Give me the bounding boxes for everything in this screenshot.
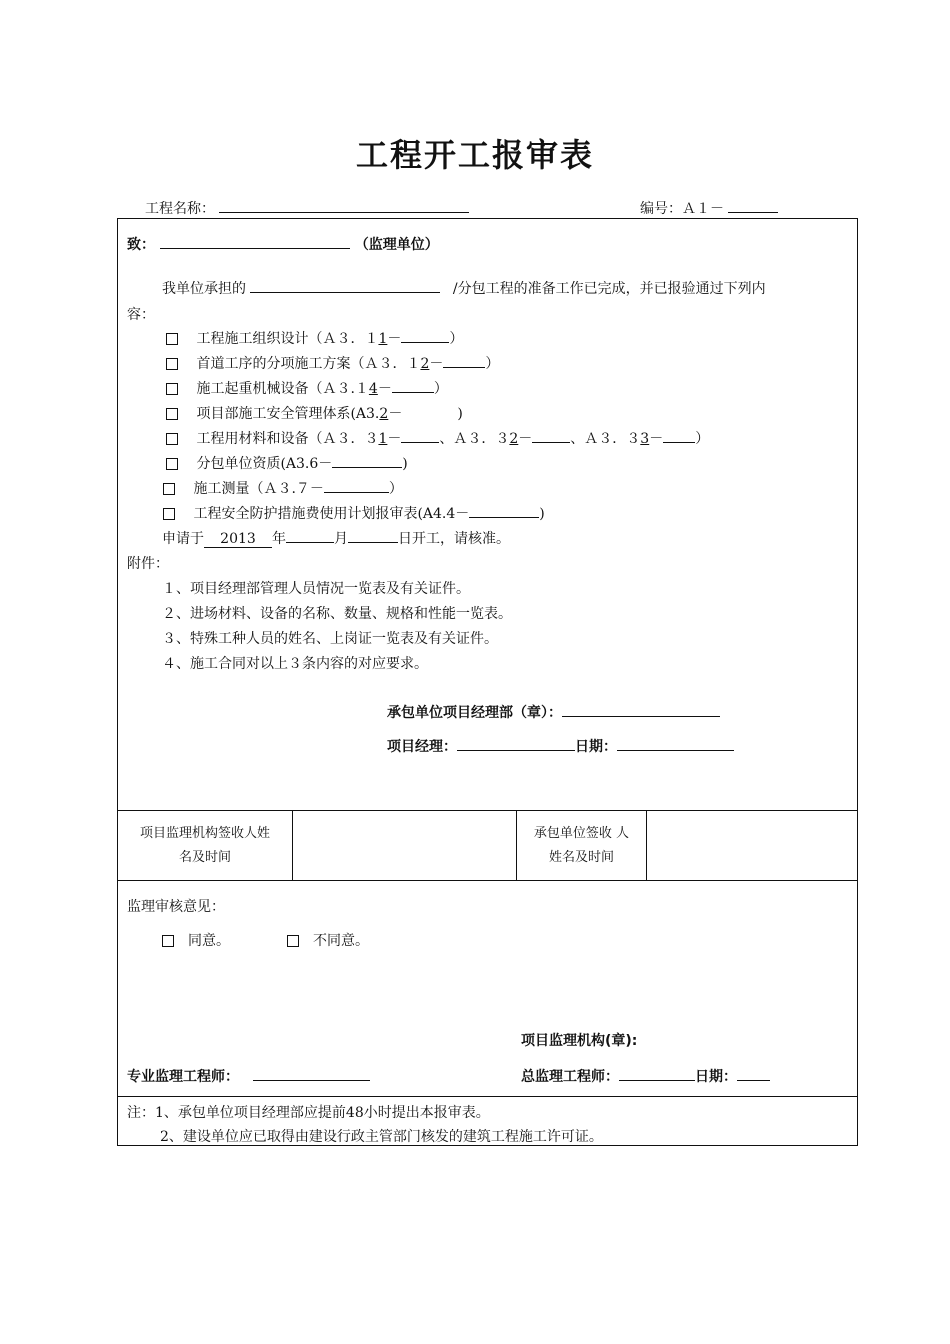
agree-option[interactable] xyxy=(162,930,230,950)
item-close: ） xyxy=(695,431,710,447)
checkbox[interactable] xyxy=(162,935,174,947)
review-date-label: 日期： xyxy=(695,1069,737,1085)
item-text: 、Ａ３．３ xyxy=(570,431,641,447)
number-field[interactable] xyxy=(728,198,778,213)
checkbox[interactable] xyxy=(166,383,178,395)
receipt-text: 名及时间 xyxy=(178,850,231,865)
item-dash: － xyxy=(429,356,444,372)
manager-field[interactable] xyxy=(457,736,575,751)
engineer-row xyxy=(127,1066,370,1086)
contractor-seal-field[interactable] xyxy=(562,702,720,717)
receipt-text: 姓名及时间 xyxy=(548,850,614,865)
intro-wrap: 容： xyxy=(127,307,155,323)
month-unit: 月 xyxy=(334,531,348,547)
item-text: 工程用材料和设备（Ａ３．３ xyxy=(196,431,379,447)
checklist-item xyxy=(166,453,408,473)
item-field[interactable] xyxy=(401,428,439,443)
attachment-item: ２、进场材料、设备的名称、数量、规格和性能一览表。 xyxy=(162,606,512,622)
engineer-label: 专业监理工程师： xyxy=(127,1069,239,1085)
item-text: 项目部施工安全管理体系(A3. xyxy=(196,406,380,422)
agree-label: 同意。 xyxy=(188,933,230,949)
checklist-item xyxy=(163,503,545,523)
checklist-item xyxy=(166,328,463,348)
chief-field[interactable] xyxy=(619,1066,695,1081)
review-label: 监理审核意见： xyxy=(127,899,225,915)
item-text: 首道工序的分项施工方案（Ａ３．１ xyxy=(196,356,421,372)
item-field[interactable] xyxy=(663,428,695,443)
page-title: 工程开工报审表 xyxy=(355,136,594,174)
note-line: 2、建设单位应已取得由建设行政主管部门核发的建筑工程施工许可证。 xyxy=(160,1129,603,1145)
item-field[interactable] xyxy=(401,328,449,343)
manager-label: 项目经理： xyxy=(387,739,457,755)
checklist-item xyxy=(166,403,463,423)
item-text: 分包单位资质(A3.6－ xyxy=(196,456,333,472)
checklist-item xyxy=(163,478,403,498)
supervisor-receipt-label xyxy=(118,822,292,870)
note-line: 注：1、承包单位项目经理部应提前48小时提出本报审表。 xyxy=(127,1105,490,1121)
checkbox[interactable] xyxy=(166,358,178,370)
attachment-item: ３、特殊工种人员的姓名、上岗证一览表及有关证件。 xyxy=(162,631,498,647)
contractor-receipt-field[interactable] xyxy=(647,811,857,880)
item-close: ） xyxy=(449,331,464,347)
checkbox[interactable] xyxy=(166,458,178,470)
checklist-item xyxy=(166,428,709,448)
engineer-field[interactable] xyxy=(253,1066,370,1081)
contract-project-field[interactable] xyxy=(250,278,440,293)
item-close: ） xyxy=(388,481,403,497)
chief-label: 总监理工程师： xyxy=(521,1069,619,1085)
to-suffix: （监理单位） xyxy=(354,237,439,253)
item-dash: － xyxy=(387,431,402,447)
checkbox[interactable] xyxy=(166,408,178,420)
item-field[interactable] xyxy=(469,503,539,518)
item-close: ） xyxy=(485,356,500,372)
year-field[interactable]: 2013 xyxy=(204,531,272,548)
checkbox[interactable] xyxy=(163,508,175,520)
intro-start: 我单位承担的 xyxy=(162,281,246,297)
item-text: 施工起重机械设备（Ａ３.１ xyxy=(196,381,369,397)
item-dash: － xyxy=(649,431,664,447)
checklist-item xyxy=(166,353,499,373)
intro-after: /分包工程的准备工作已完成，并已报验通过下列内 xyxy=(452,281,766,297)
item-number: 2 xyxy=(379,406,389,422)
supervisor-receipt-field[interactable] xyxy=(293,811,516,880)
manager-row xyxy=(387,736,734,756)
attachments-label: 附件： xyxy=(127,556,169,572)
year-unit: 年 xyxy=(272,531,286,547)
receipt-text: 项目监理机构签收人姓 xyxy=(139,826,270,841)
contractor-dept-row xyxy=(387,702,720,722)
attachment-item: １、项目经理部管理人员情况一览表及有关证件。 xyxy=(162,581,470,597)
item-number: 1 xyxy=(378,331,388,347)
divider xyxy=(117,880,858,881)
checkbox[interactable] xyxy=(163,483,175,495)
date-label: 日期： xyxy=(575,739,617,755)
checklist-item xyxy=(166,378,448,398)
item-number: 2 xyxy=(509,431,519,447)
project-name-row xyxy=(145,198,469,218)
day-field[interactable] xyxy=(348,528,398,543)
item-number: 4 xyxy=(368,381,378,397)
item-number: 2 xyxy=(420,356,430,372)
to-row xyxy=(127,234,439,254)
item-dash: － xyxy=(377,381,392,397)
review-date-field[interactable] xyxy=(737,1066,770,1081)
checkbox[interactable] xyxy=(166,433,178,445)
project-name-label: 工程名称： xyxy=(145,201,215,217)
item-dash: － xyxy=(518,431,533,447)
item-dash: － xyxy=(387,331,402,347)
item-field[interactable] xyxy=(532,428,570,443)
checkbox[interactable] xyxy=(287,935,299,947)
item-close: ） xyxy=(433,381,448,397)
month-field[interactable] xyxy=(286,528,334,543)
item-field[interactable] xyxy=(392,378,434,393)
number-label: 编号：Ａ１－ xyxy=(640,201,724,217)
project-name-field[interactable] xyxy=(219,198,469,213)
supervisor-org-label: 项目监理机构(章): xyxy=(521,1033,638,1049)
item-close: ) xyxy=(539,506,545,522)
item-dash: － xyxy=(388,406,403,422)
item-text: 、Ａ３．３ xyxy=(439,431,510,447)
attachment-item: ４、施工合同对以上３条内容的对应要求。 xyxy=(162,656,428,672)
date-field[interactable] xyxy=(617,736,734,751)
supervisor-unit-field[interactable] xyxy=(160,234,350,249)
item-number: 1 xyxy=(378,431,388,447)
item-close: ) xyxy=(457,406,463,422)
number-row xyxy=(640,198,778,218)
item-text: 施工测量（Ａ３.７－ xyxy=(193,481,324,497)
apply-prefix: 申请于 xyxy=(162,531,204,547)
checkbox[interactable] xyxy=(166,333,178,345)
intro-row xyxy=(162,278,766,298)
contractor-receipt-label xyxy=(517,822,646,870)
disagree-option[interactable] xyxy=(287,930,369,950)
item-close: ) xyxy=(402,456,408,472)
item-text: 工程施工组织设计（Ａ３．１ xyxy=(196,331,379,347)
item-field[interactable] xyxy=(443,353,485,368)
chief-row xyxy=(521,1066,770,1086)
contractor-dept-label: 承包单位项目经理部（章）： xyxy=(387,705,562,721)
day-unit: 日开工，请核准。 xyxy=(398,531,510,547)
apply-row xyxy=(162,528,510,548)
item-text: 工程安全防护措施费使用计划报审表(A4.4－ xyxy=(193,506,470,522)
receipt-text: 承包单位签收 人 xyxy=(533,826,630,841)
divider xyxy=(117,1096,858,1097)
to-prefix: 致： xyxy=(127,237,155,253)
item-number: 3 xyxy=(640,431,650,447)
item-field[interactable] xyxy=(332,453,402,468)
item-field[interactable] xyxy=(324,478,389,493)
disagree-label: 不同意。 xyxy=(313,933,369,949)
